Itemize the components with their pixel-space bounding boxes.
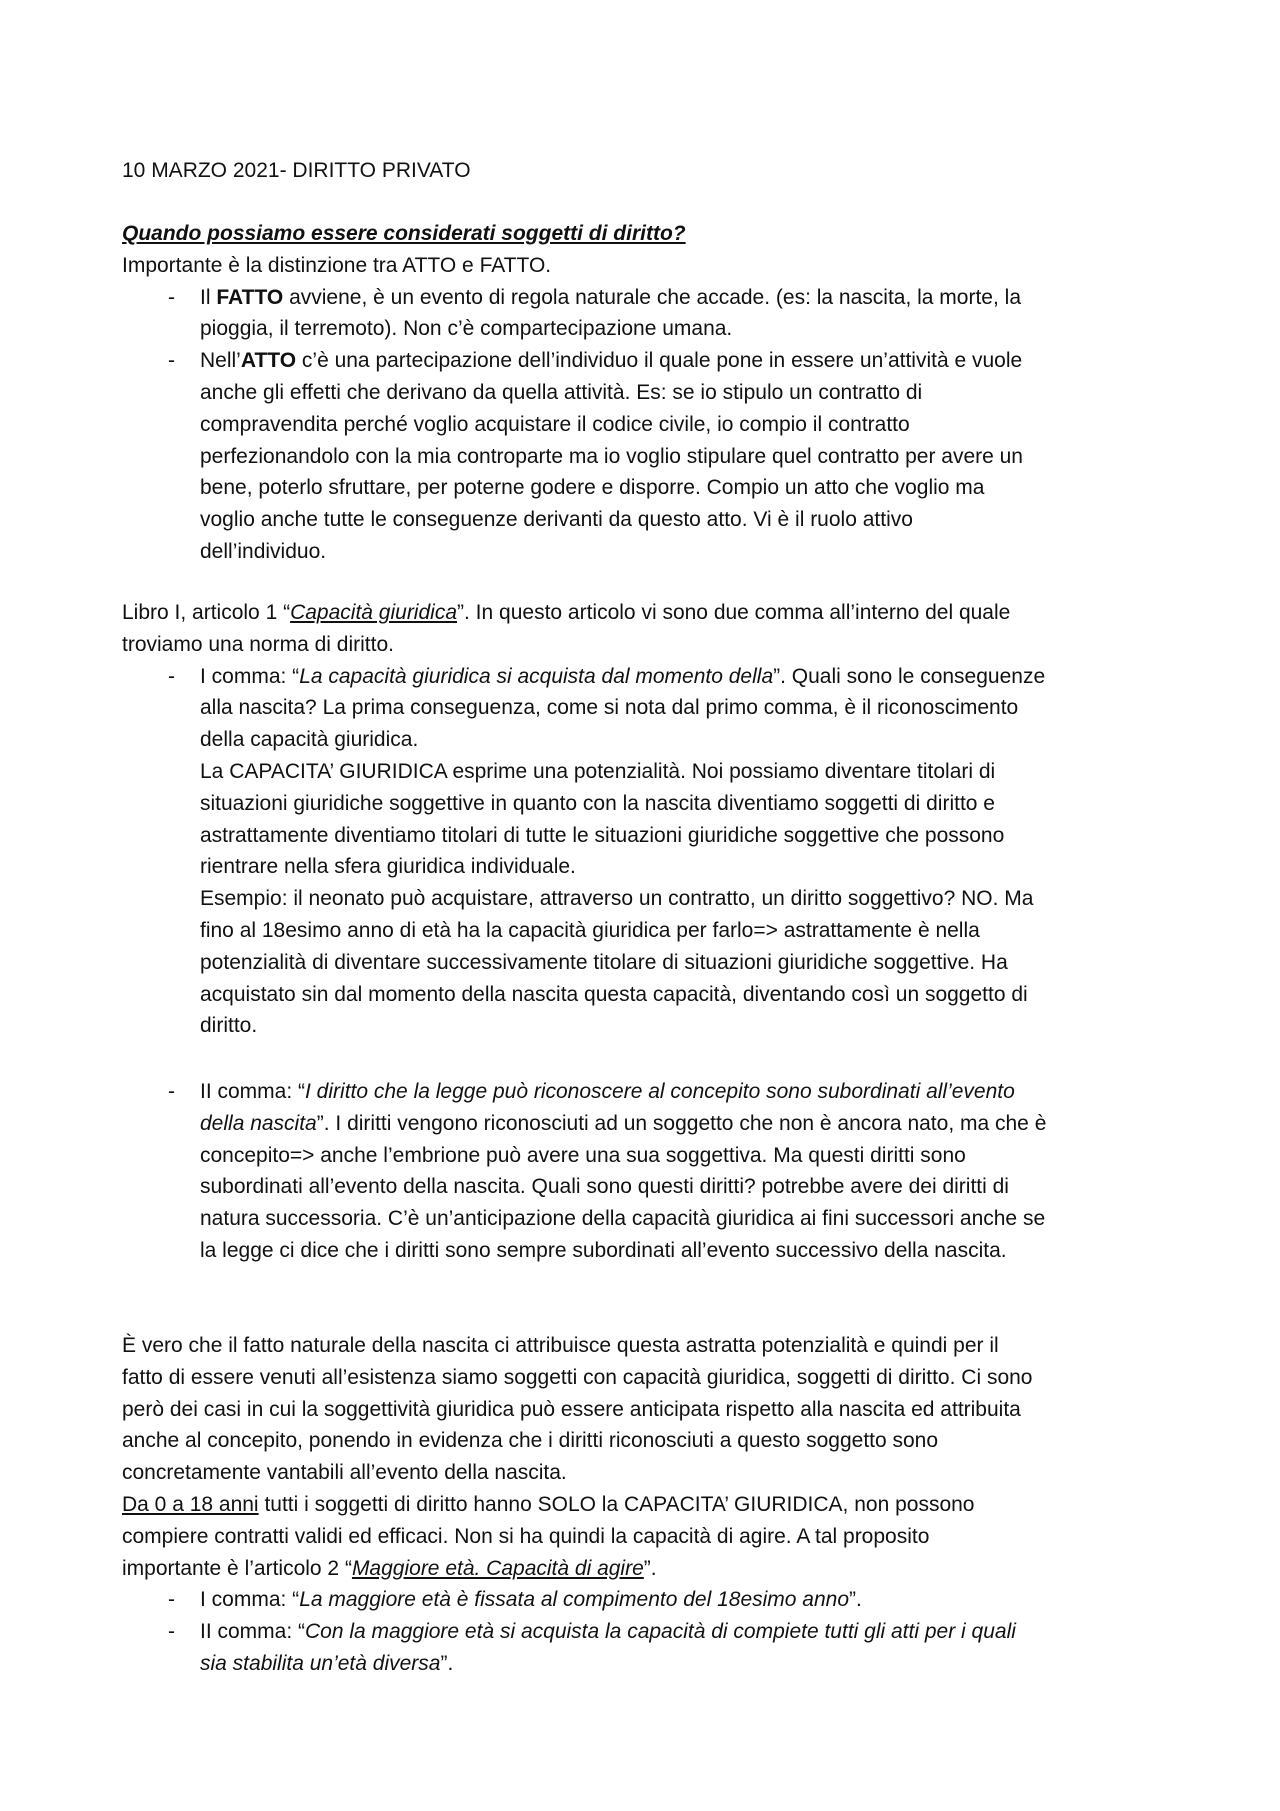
text-line bbox=[122, 1330, 1222, 1362]
text-run: Esempio: il neonato può acquistare, attraverso un contratto, un diritto soggettivo? NO. Ma bbox=[200, 887, 1034, 911]
text-line bbox=[122, 1203, 1222, 1235]
text-run: II comma: “ bbox=[200, 1080, 306, 1103]
text-line bbox=[122, 979, 1222, 1011]
section-atto-fatto bbox=[122, 218, 1222, 568]
formatted-text: La capacità giuridica si acquista dal momento della bbox=[299, 664, 774, 688]
bullet-dash: - bbox=[168, 1620, 175, 1644]
text-line bbox=[122, 1648, 1222, 1680]
text-line bbox=[122, 851, 1222, 883]
text-run: alla nascita? La prima conseguenza, come si nota dal primo comma, è il riconoscimento bbox=[200, 696, 1019, 720]
text-line bbox=[122, 472, 1222, 504]
text-run: perfezionandolo con la mia controparte ma io voglio stipulare quel contratto per avere un bbox=[200, 444, 1023, 468]
text-line bbox=[122, 1140, 1222, 1172]
section-secondo-comma bbox=[122, 1076, 1222, 1267]
text-line bbox=[122, 218, 1222, 250]
text-run: compiere contratti validi ed efficaci. Non si ha quindi la capacità di agire. A tal proposito bbox=[122, 1524, 930, 1548]
text-line bbox=[122, 250, 1222, 282]
text-run: Importante è la distinzione tra ATTO e FATTO. bbox=[122, 253, 552, 277]
text-line bbox=[122, 313, 1222, 345]
text-line bbox=[122, 756, 1222, 788]
text-line bbox=[122, 1521, 1222, 1553]
text-line bbox=[122, 1394, 1222, 1426]
text-run: ”. I diritti vengono riconosciuti ad un soggetto che non è ancora nato, ma che è bbox=[316, 1111, 1047, 1135]
text-run: diritto. bbox=[200, 1014, 258, 1038]
formatted-text: della nascita bbox=[200, 1111, 317, 1135]
formatted-text: Quando possiamo essere considerati soggetti di diritto? bbox=[122, 222, 686, 245]
text-run: astrattamente diventiamo titolari di tutte le situazioni giuridiche soggettive che possono bbox=[200, 823, 1005, 847]
text-run: compravendita perché voglio acquistare il codice civile, io compio il contratto bbox=[200, 412, 910, 436]
text-line bbox=[122, 536, 1222, 568]
bullet-item-line bbox=[122, 1584, 1222, 1616]
document-title: 10 MARZO 2021- DIRITTO PRIVATO bbox=[122, 159, 471, 182]
text-run: subordinati all’evento della nascita. Quali sono questi diritti? potrebbe avere dei diritti di bbox=[200, 1175, 1009, 1199]
text-line bbox=[122, 820, 1222, 852]
text-line bbox=[122, 1489, 1222, 1521]
formatted-text: Capacità giuridica bbox=[290, 601, 458, 624]
text-run: ”. Quali sono le conseguenze bbox=[773, 664, 1046, 688]
text-run: della capacità giuridica. bbox=[200, 728, 419, 752]
text-line bbox=[122, 1425, 1222, 1457]
text-line bbox=[122, 883, 1222, 915]
text-run: ”. In questo articolo vi sono due comma all’interno del quale bbox=[457, 601, 1011, 624]
text-line bbox=[122, 377, 1222, 409]
text-run: Il bbox=[200, 285, 217, 309]
text-run: dell’individuo. bbox=[200, 539, 327, 563]
text-run: la legge ci dice che i diritti sono sempre subordinati all’evento successivo della nascita. bbox=[200, 1238, 1007, 1262]
text-run: Nell’ bbox=[200, 349, 241, 373]
text-line bbox=[122, 947, 1222, 979]
text-run: ”. bbox=[440, 1651, 454, 1675]
bullet-item-line bbox=[122, 1616, 1222, 1648]
text-run: anche al concepito, ponendo in evidenza che i diritti riconosciuti a questo soggetto sono bbox=[122, 1429, 939, 1453]
text-run: fatto di essere venuti all’esistenza siamo soggetti con capacità giuridica, soggetti di diritto. Ci sono bbox=[122, 1365, 1033, 1389]
text-run: concretamente vantabili all’evento della nascita. bbox=[122, 1461, 567, 1485]
text-line bbox=[122, 1010, 1222, 1042]
text-run: II comma: “ bbox=[200, 1620, 306, 1644]
text-run: I comma: “ bbox=[200, 1588, 300, 1612]
text-run: però dei casi in cui la soggettività giuridica può essere anticipata rispetto alla nascita ed attribuita bbox=[122, 1397, 1021, 1421]
text-line bbox=[122, 1171, 1222, 1203]
text-line bbox=[122, 1553, 1222, 1585]
formatted-text: Maggiore età. Capacità di agire bbox=[351, 1556, 644, 1580]
text-run: I comma: “ bbox=[200, 664, 300, 688]
bullet-dash: - bbox=[168, 664, 175, 688]
text-line bbox=[122, 597, 1222, 629]
text-line bbox=[122, 915, 1222, 947]
text-line bbox=[122, 441, 1222, 473]
bullet-item-line bbox=[122, 345, 1222, 377]
text-run: È vero che il fatto naturale della nascita ci attribuisce questa astratta potenzialità e quindi per il bbox=[122, 1334, 999, 1357]
formatted-text: I diritto che la legge può riconoscere al concepito sono subordinati all’evento bbox=[305, 1080, 1015, 1103]
text-run: natura successoria. C’è un’anticipazione della capacità giuridica ai fini successori anche se bbox=[200, 1207, 1046, 1231]
text-run: c’è una partecipazione dell’individuo il quale pone in essere un’attività e vuole bbox=[296, 349, 1023, 373]
formatted-text: ATTO bbox=[240, 349, 297, 373]
text-run: anche gli effetti che derivano da quella attività. Es: se io stipulo un contratto di bbox=[200, 380, 923, 404]
text-run: acquistato sin dal momento della nascita questa capacità, diventando così un soggetto di bbox=[200, 982, 1028, 1006]
bullet-dash: - bbox=[168, 1080, 175, 1103]
text-run: potenzialità di diventare successivamente titolare di situazioni giuridiche soggettive. Ha bbox=[200, 950, 1008, 974]
formatted-text: Con la maggiore età si acquista la capacità di compiete tutti gli atti per i quali bbox=[305, 1620, 1016, 1644]
text-run: ”. bbox=[849, 1588, 862, 1612]
text-run: importante è l’articolo 2 “ bbox=[122, 1556, 352, 1580]
text-run: ”. bbox=[643, 1556, 657, 1580]
text-line bbox=[122, 788, 1222, 820]
section-capacita-giuridica bbox=[122, 597, 1222, 1042]
text-run: voglio anche tutte le conseguenze derivanti da questo atto. Vi è il ruolo attivo bbox=[200, 508, 913, 532]
text-line bbox=[122, 1362, 1222, 1394]
text-run: avviene, è un evento di regola naturale che accade. (es: la nascita, la morte, la bbox=[283, 285, 1022, 309]
text-run: concepito=> anche l’embrione può avere una sua soggettiva. Ma questi diritti sono bbox=[200, 1143, 966, 1167]
formatted-text: FATTO bbox=[216, 285, 284, 309]
bullet-item-line bbox=[122, 1076, 1222, 1108]
text-run: bene, poterlo sfruttare, per poterne godere e disporre. Compio un atto che voglio ma bbox=[200, 476, 985, 500]
text-run: rientrare nella sfera giuridica individuale. bbox=[200, 855, 576, 879]
bullet-dash: - bbox=[168, 349, 175, 373]
text-line bbox=[122, 629, 1222, 661]
text-line bbox=[122, 1457, 1222, 1489]
text-line bbox=[122, 1235, 1222, 1267]
text-run: tutti i soggetti di diritto hanno SOLO la CAPACITA’ GIURIDICA, non possono bbox=[258, 1492, 975, 1516]
bullet-dash: - bbox=[168, 285, 175, 309]
text-line bbox=[122, 504, 1222, 536]
bullet-dash: - bbox=[168, 1588, 175, 1612]
text-line bbox=[122, 1108, 1222, 1140]
text-run: Libro I, articolo 1 “ bbox=[122, 601, 291, 624]
formatted-text: Da 0 a 18 anni bbox=[122, 1492, 259, 1516]
text-run: troviamo una norma di diritto. bbox=[122, 632, 394, 656]
bullet-item-line bbox=[122, 661, 1222, 693]
text-run: pioggia, il terremoto). Non c’è compartecipazione umana. bbox=[200, 317, 733, 341]
text-line bbox=[122, 692, 1222, 724]
text-run: situazioni giuridiche soggettive in quanto con la nascita diventiamo soggetti di diritto e bbox=[200, 791, 995, 815]
text-run: fino al 18esimo anno di età ha la capacità giuridica per farlo=> astrattamente è nella bbox=[200, 918, 980, 942]
text-line bbox=[122, 409, 1222, 441]
section-capacita-di-agire bbox=[122, 1330, 1222, 1680]
formatted-text: La maggiore età è fissata al compimento del 18esimo anno bbox=[299, 1588, 850, 1612]
bullet-item-line bbox=[122, 282, 1222, 314]
formatted-text: sia stabilita un’età diversa bbox=[200, 1651, 441, 1675]
text-line bbox=[122, 724, 1222, 756]
text-run: La CAPACITA’ GIURIDICA esprime una potenzialità. Noi possiamo diventare titolari di bbox=[200, 759, 996, 783]
document-title-block bbox=[122, 155, 1222, 187]
